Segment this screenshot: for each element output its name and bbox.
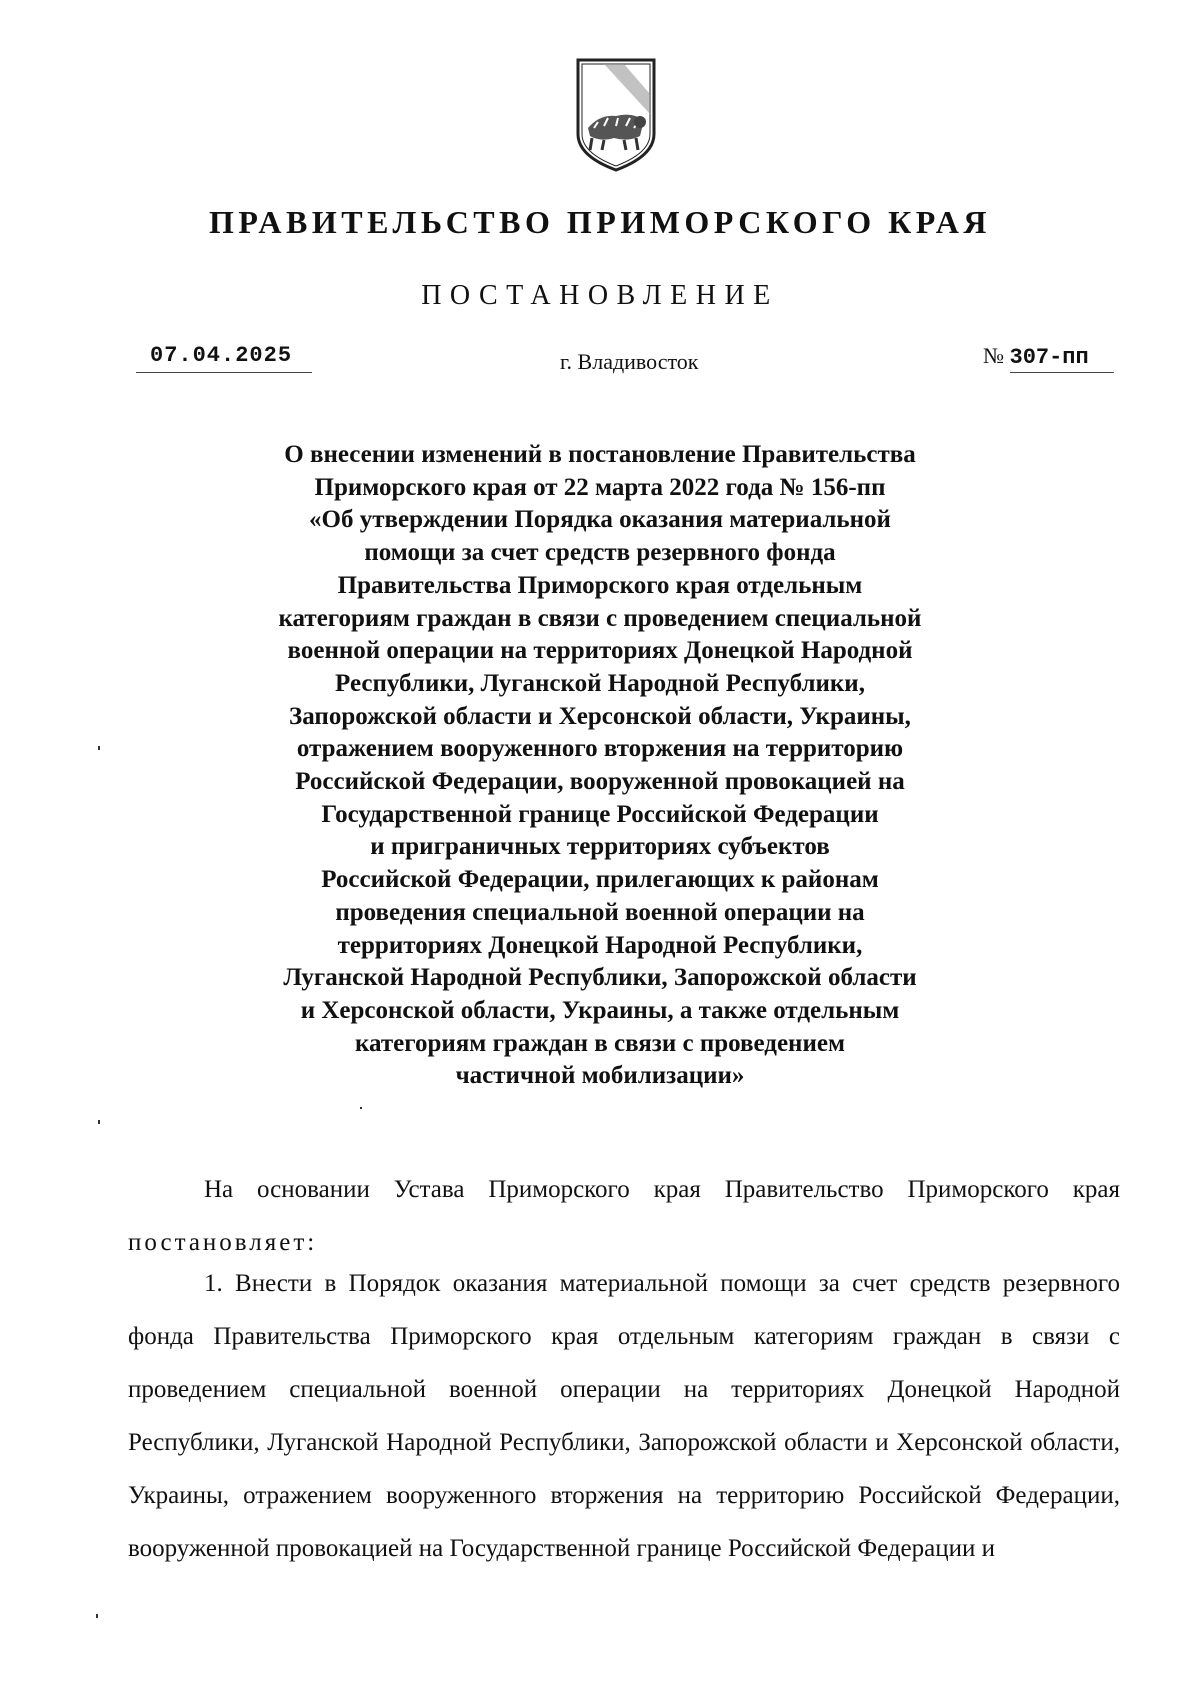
heading-line: и Херсонской области, Украины, а также отдельным [300, 996, 900, 1024]
document-type: ПОСТАНОВЛЕНИЕ [421, 280, 779, 311]
heading-line: отражением вооруженного вторжения на территорию [296, 735, 904, 763]
heading-line: Запорожской области и Херсонской области, Украины, [289, 702, 911, 730]
heading-line: Правительства Приморского края отдельным [337, 571, 863, 599]
heading-line: проведения специальной военной операции на [335, 898, 865, 926]
document-number [983, 343, 1114, 373]
heading-line: «Об утверждении Порядка оказания материальной [309, 506, 891, 534]
heading-line: частичной мобилизации» [455, 1062, 745, 1090]
heading-line: Российской Федерации, вооруженной провокацией на [295, 768, 905, 796]
heading-line: военной операции на территориях Донецкой Народной [287, 637, 913, 665]
heading-line: помощи за счет средств резервного фонда [364, 539, 836, 567]
heading-line: Приморского края от 22 марта 2022 года № 156-пп [314, 473, 886, 501]
heading-line: категориям граждан в связи с проведением [354, 1029, 845, 1057]
preamble-paragraph [128, 1163, 1120, 1269]
document-city: г. Владивосток [560, 349, 699, 374]
document-heading [160, 439, 1040, 1093]
coat-of-arms-icon [574, 56, 658, 174]
clause-1-paragraph: 1. Внести в Порядок оказания материальной помощи за счет средств резервного фонда Правительства Приморского края отдельным категориям граждан в связи с проведением специальной военной операции на территориях Донецкой Народной Республики, Луганской Народной Республики, Запорожской области и Херсонской области, Украины, отражением вооруженного вторжения на территорию Российской Федерации, вооруженной провокацией на Государственной границе Российской Федерации и [128, 1270, 1120, 1562]
number-label: № [983, 343, 1004, 368]
heading-line: и приграничных территориях субъектов [370, 833, 830, 861]
heading-line: Луганской Народной Республики, Запорожской области [283, 964, 917, 992]
heading-line: Республики, Луганской Народной Республики, [335, 669, 865, 697]
document-date: 07.04.2025 [136, 343, 312, 373]
heading-line: территориях Донецкой Народной Республики, [337, 931, 863, 959]
heading-line: категориям граждан в связи с проведением специальной [278, 604, 922, 632]
government-name: ПРАВИТЕЛЬСТВО ПРИМОРСКОГО КРАЯ [209, 204, 991, 240]
preamble-text: На основании Устава Приморского края Правительство Приморского края [204, 1176, 1120, 1203]
heading-line: Государственной границе Российской Федерации [321, 800, 879, 828]
heading-line: О внесении изменений в постановление Правительства [284, 441, 916, 468]
scan-speck [360, 1107, 362, 1109]
scan-speck [96, 1614, 98, 1618]
number-value: 307-пп [1010, 345, 1114, 373]
heading-line: Российской Федерации, прилегающих к районам [321, 866, 879, 894]
decree-word: постановляет: [128, 1229, 318, 1256]
scan-speck [98, 1120, 100, 1124]
scan-speck [98, 746, 100, 750]
